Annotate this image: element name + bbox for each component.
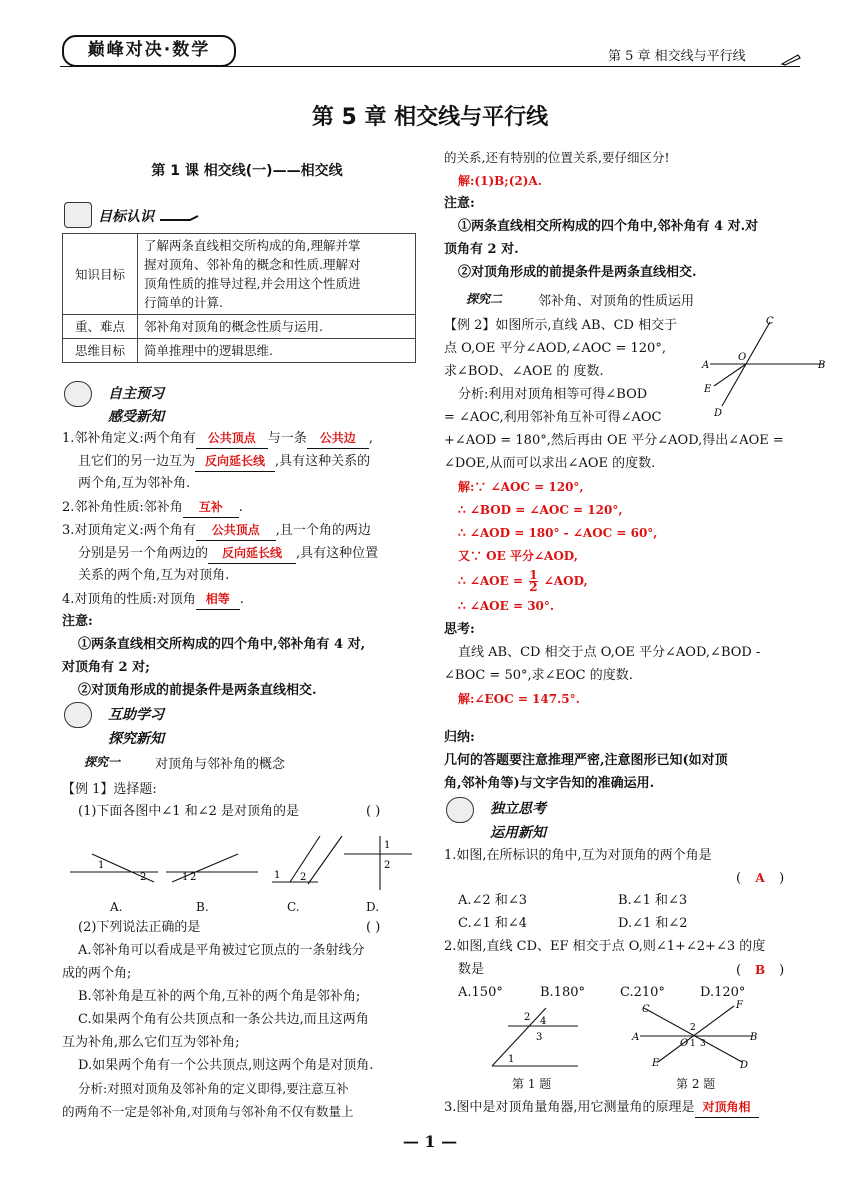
ex1-p1: (1)下面各图中∠1 和∠2 是对顶角的是 [78,804,300,819]
svg-text:3: 3 [700,1039,706,1049]
header-chapter-label: 第 5 章 相交线与平行线 [608,49,746,64]
ex1-head: 【例 1】选择题: [62,782,157,797]
ex1-fig-label-d: D. [366,900,380,914]
students-icon [64,702,92,728]
preview-q2: 2.邻补角性质:邻补角 互补 . [62,497,243,518]
preview-q1-line3: 两个角,互为邻补角. [78,476,191,491]
ex2-an1: 分析:利用对顶角相等可得∠BOD [458,387,648,402]
svg-text:F: F [736,1000,743,1011]
preview-q4: 4.对顶角的性质:对顶角 相等 . [62,589,244,610]
exercise-q2-opt-c: C.210° [620,985,665,1000]
ex1-fig-label-b: B. [196,900,209,914]
exercise-q2-opt-a: A.150° [458,985,503,1000]
preview-q3-line1: 3.对顶角定义:两个角有 公共顶点 ,且一个角的两边 [62,520,371,541]
svg-text:O: O [738,352,747,363]
objective-value: 了解两条直线相交所构成的角,理解并掌 握对顶角、邻补角的概念和性质.理解对 顶角性质的推导过程,并会用这个性质进 行简单的计算. [138,234,416,315]
preview-q3-line2: 分别是另一个角两边的 反向延长线 ,具有这种位置 [78,543,378,564]
thinker-icon [446,797,474,823]
exercise-q2-answer: ( B ) [736,963,785,978]
svg-text:2: 2 [384,860,391,871]
hand-pointer-icon [160,212,200,224]
explore1-label: 探究一 [84,755,121,769]
fig1-caption: 第 1 题 [512,1077,552,1091]
preview-q1-line2: 且它们的另一边互为 反向延长线 ,具有这种关系的 [78,451,370,472]
header-rule [60,66,800,67]
explore2-label: 探究二 [466,292,503,306]
section-mutual-b: 探究新知 [108,731,164,747]
exercise-q1-opt-c: C.∠1 和∠4 [458,916,528,931]
summary-l1: 几何的答题要注意推理严密,注意图形已知(如对顶 [444,753,728,768]
preview-note1b: 对顶角有 2 对; [62,660,150,675]
exercise-q1-opt-d: D.∠1 和∠2 [618,916,688,931]
ex2-s4: 又∵ OE 平分∠AOD, [458,549,578,563]
ex2-s3: ∴ ∠AOD = 180° - ∠AOC = 60°, [458,526,658,540]
ex2-line1: 【例 2】如图所示,直线 AB、CD 相交于 [444,318,678,333]
think-head: 思考: [444,622,475,637]
svg-text:3: 3 [536,1032,543,1043]
ex1-optD: D.如果两个角有一个公共顶点,则这两个角是对顶角. [78,1058,374,1073]
svg-text:C: C [642,1004,650,1015]
ex1-analysis-c: 的关系,还有特别的位置关系,要仔细区分! [444,150,670,165]
svg-text:1: 1 [98,860,105,871]
ex1-figures [62,832,422,892]
svg-text:4: 4 [540,1016,547,1027]
svg-text:A: A [632,1032,640,1043]
svg-text:2: 2 [524,1012,531,1023]
think-ans: 解:∠EOC = 147.5°. [458,692,580,706]
objective-value: 简单推理中的逻辑思维. [138,339,416,363]
ex2-an2: = ∠AOC,利用邻补角互补可得∠AOC [444,410,662,425]
exercise-q3: 3.图中是对顶角量角器,用它测量角的原理是 对顶角相 [444,1097,759,1118]
book-icon [64,202,92,228]
section-mutual-a: 互助学习 [108,707,164,723]
exercise-q2-opt-d: D.120° [700,985,746,1000]
section-think-b: 运用新知 [490,825,546,841]
exercise-q1: 1.如图,在所标识的角中,互为对顶角的两个角是 [444,848,712,863]
ex1-analysis-b: 的两角不一定是邻补角,对顶角与邻补角不仅有数量上 [62,1104,354,1119]
ex1-optC-b: 互为补角,那么它们互为邻补角; [62,1035,240,1050]
svg-text:1: 1 [274,870,281,881]
ex1-note2: ②对顶角形成的前提条件是两条直线相交. [458,265,697,280]
figure-d [344,836,412,890]
preview-note-head: 注意: [62,614,93,629]
reader-icon [64,381,92,407]
section-goal: 目标认识 [98,209,154,225]
svg-text:D: D [740,1060,749,1071]
think-l2: ∠BOC = 50°,求∠EOC 的度数. [444,668,633,683]
ex1-note1a: ①两条直线相交所构成的四个角中,邻补角有 4 对.对 [458,219,759,234]
svg-text:E: E [704,384,712,395]
svg-text:1: 1 [384,840,391,851]
svg-text:O: O [680,1038,689,1049]
ex2-an4: ∠DOE,从而可以求出∠AOE 的度数. [444,456,656,471]
figure-b [166,854,258,882]
svg-text:1: 1 [182,872,189,883]
think-l1: 直线 AB、CD 相交于点 O,OE 平分∠AOD,∠BOD - [458,645,761,660]
series-logo: 巅峰对决·数学 [62,35,236,67]
objective-key: 思维目标 [63,339,138,363]
ex1-solution: 解:(1)B;(2)A. [458,174,542,188]
section-preview-a: 自主预习 [108,386,164,402]
preview-q1-line1: 1.邻补角定义:两个角有 公共顶点 与一条 公共边 , [62,428,373,449]
preview-q3-line3: 关系的两个角,互为对顶角. [78,568,230,583]
explore2-title: 邻补角、对顶角的性质运用 [538,294,695,309]
ex2-line2: 点 O,OE 平分∠AOD,∠AOC = 120°, [444,341,666,356]
ex1-optA-b: 成的两个角; [62,966,132,981]
ex1-p2: (2)下列说法正确的是 [78,920,201,935]
exercise-q1-answer: ( A ) [736,871,785,886]
ex2-an3: +∠AOD = 180°,然后再由 OE 平分∠AOD,得出∠AOE = [444,433,784,448]
objectives-table [62,233,416,363]
svg-text:C: C [766,316,774,327]
ex2-s1: 解:∵ ∠AOC = 120°, [458,480,584,494]
ex2-s2: ∴ ∠BOD = ∠AOC = 120°, [458,503,623,517]
fig2-caption: 第 2 题 [676,1077,716,1091]
preview-note1a: ①两条直线相交所构成的四个角中,邻补角有 4 对, [78,637,366,652]
page-number: — 1 — [402,1132,458,1151]
exercise-figure-2 [630,1000,760,1072]
chapter-title: 第 5 章 相交线与平行线 [311,105,549,130]
svg-text:B: B [818,360,826,371]
ex2-s6: ∴ ∠AOE = 30°. [458,599,555,613]
ex1-p2-paren: ( ) [366,920,381,935]
svg-text:E: E [652,1058,660,1069]
svg-text:B: B [750,1032,758,1043]
exercise-q1-opt-b: B.∠1 和∠3 [618,893,688,908]
exercise-q1-opt-a: A.∠2 和∠3 [458,893,527,908]
svg-text:1: 1 [508,1054,515,1065]
exercise-q2-opt-b: B.180° [540,985,585,1000]
lesson-title: 第 1 课 相交线(一)——相交线 [151,163,343,179]
ex1-p1-paren: ( ) [366,804,381,819]
figure-c [272,836,342,884]
section-think-a: 独立思考 [490,801,546,817]
ex1-optB: B.邻补角是互补的两个角,互补的两个角是邻补角; [78,989,361,1004]
ex2-line3: 求∠BOD、∠AOE 的 度数. [444,364,604,379]
svg-text:A: A [702,360,710,371]
ex1-analysis-a: 分析:对照对顶角及邻补角的定义即得,要注意互补 [78,1081,349,1096]
svg-text:2: 2 [690,1023,696,1033]
objective-value: 邻补角对顶角的概念性质与运用. [138,315,416,339]
ex1-fig-label-c: C. [287,900,300,914]
summary-l2: 角,邻补角等)与文字告知的准确运用. [444,776,655,791]
section-preview-b: 感受新知 [108,409,164,425]
summary-head: 归纳: [444,730,475,745]
ex1-note-head: 注意: [444,196,475,211]
pen-icon [780,52,802,66]
svg-text:2: 2 [190,872,197,883]
objective-key: 重、难点 [63,315,138,339]
ex1-optC-a: C.如果两个角有公共顶点和一条公共边,而且这两角 [78,1012,369,1027]
ex1-fig-label-a: A. [110,900,123,914]
exercise-q2-a: 2.如图,直线 CD、EF 相交于点 O,则∠1+∠2+∠3 的度 [444,939,766,954]
objective-key: 知识目标 [63,234,138,315]
svg-text:2: 2 [140,872,147,883]
svg-text:1: 1 [690,1039,696,1049]
explore1-title: 对顶角与邻补角的概念 [155,757,286,772]
svg-text:D: D [714,408,723,419]
exercise-figure-1 [478,1004,588,1070]
ex2-figure [700,312,830,422]
ex1-note1b: 顶角有 2 对. [444,242,519,257]
preview-note2: ②对顶角形成的前提条件是两条直线相交. [78,683,317,698]
svg-text:2: 2 [300,872,307,883]
ex2-s5: ∴ ∠AOE = $\frac{1}{2}$ ∠AOD, [458,568,588,594]
ex1-optA-a: A.邻补角可以看成是平角被过它顶点的一条射线分 [78,943,365,958]
exercise-q2-b: 数是 [458,962,485,977]
